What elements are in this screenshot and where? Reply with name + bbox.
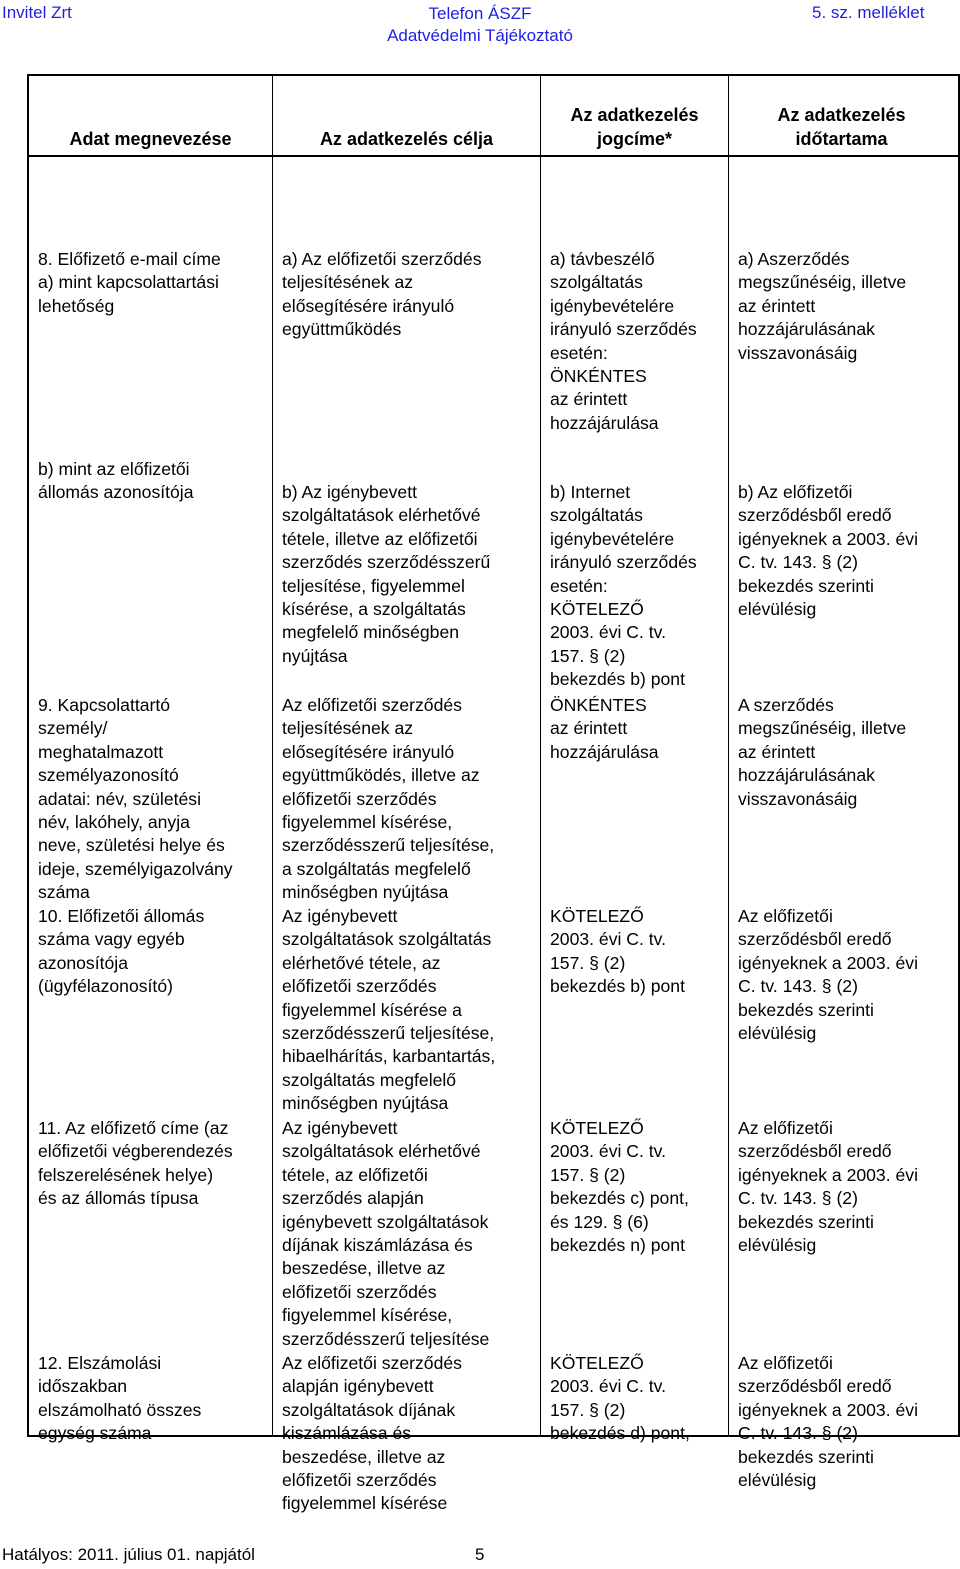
- table-body: [29, 157, 958, 1514]
- column-header-legal-basis: Az adatkezelés jogcíme*: [541, 76, 729, 155]
- header-title-line1: Telefon ÁSZF: [428, 4, 532, 23]
- column-data-name: [29, 157, 273, 1444]
- footer-page-number: 5: [475, 1545, 485, 1564]
- column-legal-basis: [541, 157, 729, 1444]
- table-cell: a) távbeszélő szolgáltatás igénybevételére irányuló szerződés esetén: ÖNKÉNTES az érintett hozzájárulása: [550, 249, 697, 433]
- table-cell: Az előfizetői szerződésből eredő igényeknek a 2003. évi C. tv. 143. § (2) bekezdés szerinti elévülésig: [738, 1118, 918, 1256]
- header-company: Invitel Zrt: [2, 3, 72, 22]
- column-duration: [729, 157, 954, 1491]
- table-cell: Az előfizetői szerződés teljesítésének az elősegítésére irányuló együttműködés, illetve az előfizetői szerződés figyelemmel kísérése, szerződésszerű teljesítése, a szolgáltatás megfelelő minőségben nyújtása: [282, 695, 495, 903]
- table-cell: KÖTELEZŐ 2003. évi C. tv. 157. § (2) bekezdés b) pont: [550, 906, 685, 997]
- table-cell: Az igénybevett szolgáltatások elérhetővé tétele, az előfizetői szerződés alapján igénybevett szolgáltatások díjának kiszámlázása és beszedése, illetve az előfizetői szerződés figyelemmel kísérése, szerződésszerű teljesítése: [282, 1118, 490, 1349]
- table-cell: b) mint az előfizetői állomás azonosítója: [38, 459, 194, 503]
- data-processing-table: [27, 74, 960, 1514]
- table-cell: KÖTELEZŐ 2003. évi C. tv. 157. § (2) bekezdés c) pont, és 129. § (6) bekezdés n) pont: [550, 1118, 689, 1256]
- table-cell: b) Az igénybevett szolgáltatások elérhetővé tétele, illetve az előfizetői szerződés szerződésszerű teljesítése, figyelemmel kísérése, a szolgáltatás megfelelő minőségben nyújtása: [282, 482, 491, 666]
- table-cell: Az előfizetői szerződés alapján igénybevett szolgáltatások díjának kiszámlázása és beszedése, illetve az előfizetői szerződés figyelemmel kísérése: [282, 1353, 462, 1514]
- table-cell: 8. Előfizető e-mail címe a) mint kapcsolattartási lehetőség: [38, 249, 221, 316]
- table-cell: KÖTELEZŐ 2003. évi C. tv. 157. § (2) bekezdés d) pont,: [550, 1353, 690, 1444]
- header-title-line2: Adatvédelmi Tájékoztató: [387, 26, 573, 45]
- table-cell: b) Internet szolgáltatás igénybevételére irányuló szerződés esetén: KÖTELEZŐ 2003. évi C. tv. 157. § (2) bekezdés b) pont: [550, 482, 697, 690]
- table-cell: 9. Kapcsolattartó személy/ meghatalmazott személyazonosító adatai: név, születési név, lakóhely, anyja neve, születési helye és ideje, személyigazolvány száma: [38, 695, 233, 903]
- table-cell: a) Aszerződés megszűnéséig, illetve az érintett hozzájárulásának visszavonásáig: [738, 249, 907, 363]
- table-header-row: [29, 76, 958, 157]
- column-header-purpose: Az adatkezelés célja: [273, 76, 541, 155]
- table-cell: A szerződés megszűnéséig, illetve az érintett hozzájárulásának visszavonásáig: [738, 695, 907, 809]
- column-header-duration: Az adatkezelés időtartama: [777, 105, 906, 149]
- header-title: [300, 3, 660, 47]
- table-cell: a) Az előfizetői szerződés teljesítésének az elősegítésére irányuló együttműködés: [282, 249, 482, 340]
- table-cell: Az előfizetői szerződésből eredő igényeknek a 2003. évi C. tv. 143. § (2) bekezdés szerinti elévülésig: [738, 906, 918, 1044]
- column-purpose: [273, 157, 541, 1514]
- table-cell: ÖNKÉNTES az érintett hozzájárulása: [550, 695, 659, 762]
- table-cell: Az igénybevett szolgáltatások szolgáltatás elérhetővé tétele, az előfizetői szerződés figyelemmel kísérése a szerződésszerű teljesítése, hibaelhárítás, karbantartás, szolgáltatás megfelelő minőségben nyújtása: [282, 906, 496, 1114]
- table-cell: b) Az előfizetői szerződésből eredő igényeknek a 2003. évi C. tv. 143. § (2) bekezdés szerinti elévülésig: [738, 482, 918, 620]
- column-header-data-name: Adat megnevezése: [29, 76, 273, 155]
- table-cell: Az előfizetői szerződésből eredő igényeknek a 2003. évi C. tv. 143. § (2) bekezdés szerinti elévülésig: [738, 1353, 918, 1491]
- table-cell: 11. Az előfizető címe (az előfizetői végberendezés felszerelésének helye) és az állomás típusa: [38, 1118, 233, 1209]
- header-annex: 5. sz. melléklet: [812, 3, 925, 22]
- table-cell: 12. Elszámolási időszakban elszámolható összes egység száma: [38, 1353, 202, 1444]
- footer-effective-date: Hatályos: 2011. július 01. napjától: [2, 1545, 255, 1564]
- table-cell: 10. Előfizetői állomás száma vagy egyéb azonosítója (ügyfélazonosító): [38, 906, 205, 997]
